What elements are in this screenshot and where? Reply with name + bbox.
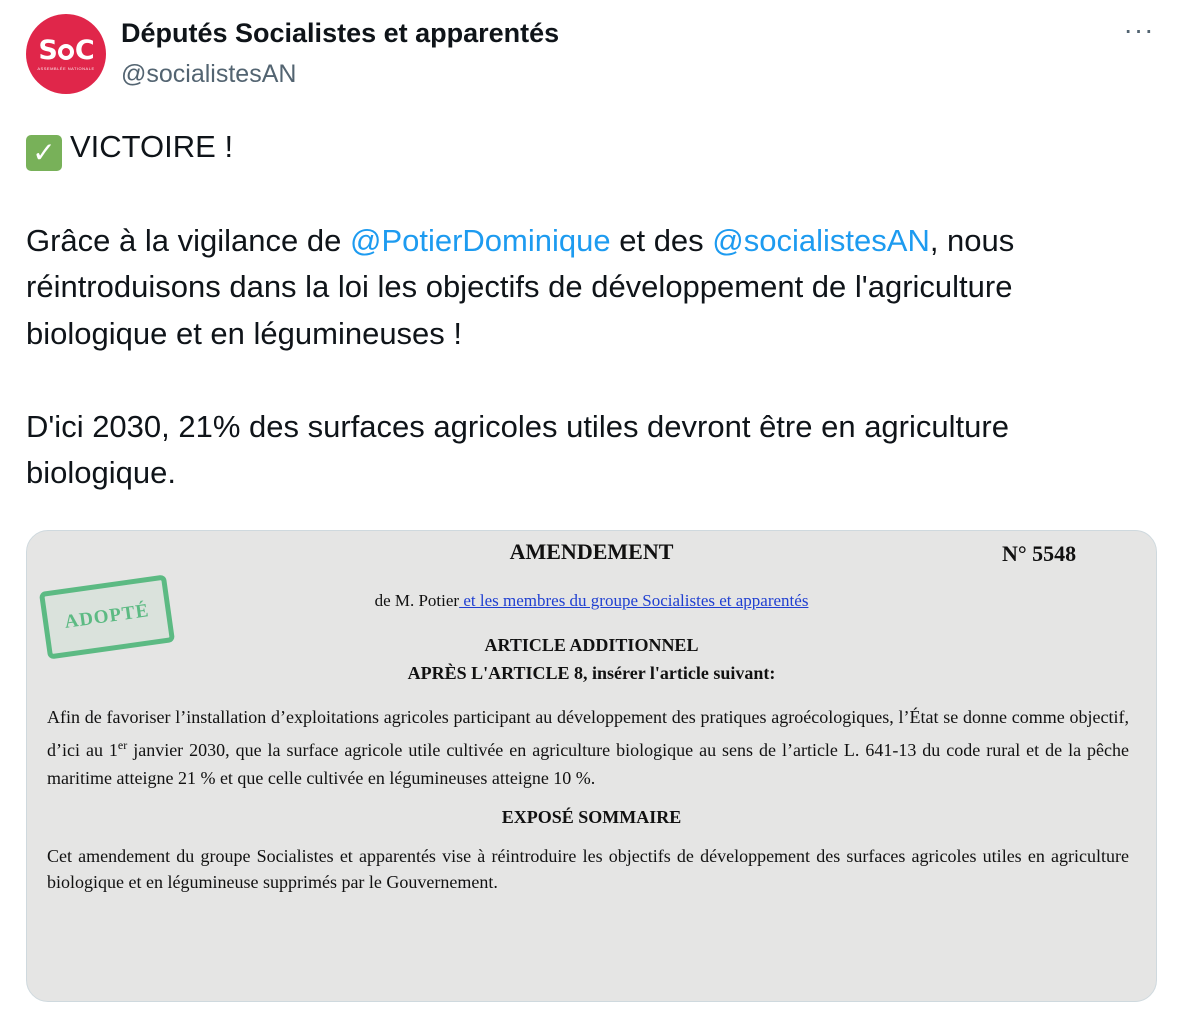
attached-image-card[interactable] <box>26 530 1157 1002</box>
amendment-title: AMENDEMENT <box>509 539 674 564</box>
amendment-body: Afin de favoriser l’installation d’exploitations agricoles participant au développement des pratiques agroécologiques, l’État se donne comme objectif, d’ici au 1er janvier 2030, que la surface agricole utile cultivée en agriculture biologique au sens de l’article L. 641-13 du code rural et de la pêche maritime atteigne 21 % et que celle cultivée en légumineuses atteigne 10 %. <box>47 707 1129 788</box>
expose-title: EXPOSÉ SOMMAIRE <box>501 807 682 827</box>
author-display-name[interactable]: Députés Socialistes et apparentés <box>121 18 560 48</box>
avatar-subtitle: ASSEMBLÉE NATIONALE <box>37 65 95 71</box>
more-options-icon[interactable]: ··· <box>1123 14 1155 45</box>
author-handle[interactable]: @socialistesAN <box>121 60 297 88</box>
tweet-paragraph-3: D'ici 2030, 21% des surfaces agricoles utiles devront être en agriculture biologique. <box>26 408 1009 490</box>
avatar[interactable] <box>26 14 106 94</box>
amendment-number: N° 5548 <box>1002 541 1077 566</box>
rose-icon <box>58 44 74 60</box>
check-mark-icon: ✓ <box>26 135 62 171</box>
tweet-text <box>26 124 1161 497</box>
article-subheading: APRÈS L'ARTICLE 8, insérer l'article suivant: <box>407 663 776 683</box>
mention-socialistes-link[interactable]: @socialistesAN <box>712 222 930 258</box>
expose-text: Cet amendement du groupe Socialistes et apparentés vise à réintroduire les objectifs de développement des surfaces agricoles utiles en agriculture biologique et en légumineuse supprimés par le Gouvernement. <box>47 846 1129 892</box>
amendment-authors: de M. Potier et les membres du groupe Socialistes et apparentés <box>374 591 809 610</box>
tweet-line-victoire: ✓ VICTOIRE ! <box>26 124 1161 171</box>
adopted-stamp-icon: ADOPTÉ <box>39 574 175 659</box>
authors-group-link: et les membres du groupe Socialistes et apparentés <box>459 591 809 610</box>
article-heading: ARTICLE ADDITIONNEL <box>484 635 699 655</box>
tweet-paragraph-2: Grâce à la vigilance de @PotierDominique et des @socialistesAN, nous réintroduisons dans la loi les objectifs de développement de l'agriculture biologique et en légumineuses ! <box>26 222 1015 351</box>
soc-logo-icon: S C <box>38 34 94 66</box>
mention-potier-link[interactable]: @PotierDominique <box>349 222 611 258</box>
